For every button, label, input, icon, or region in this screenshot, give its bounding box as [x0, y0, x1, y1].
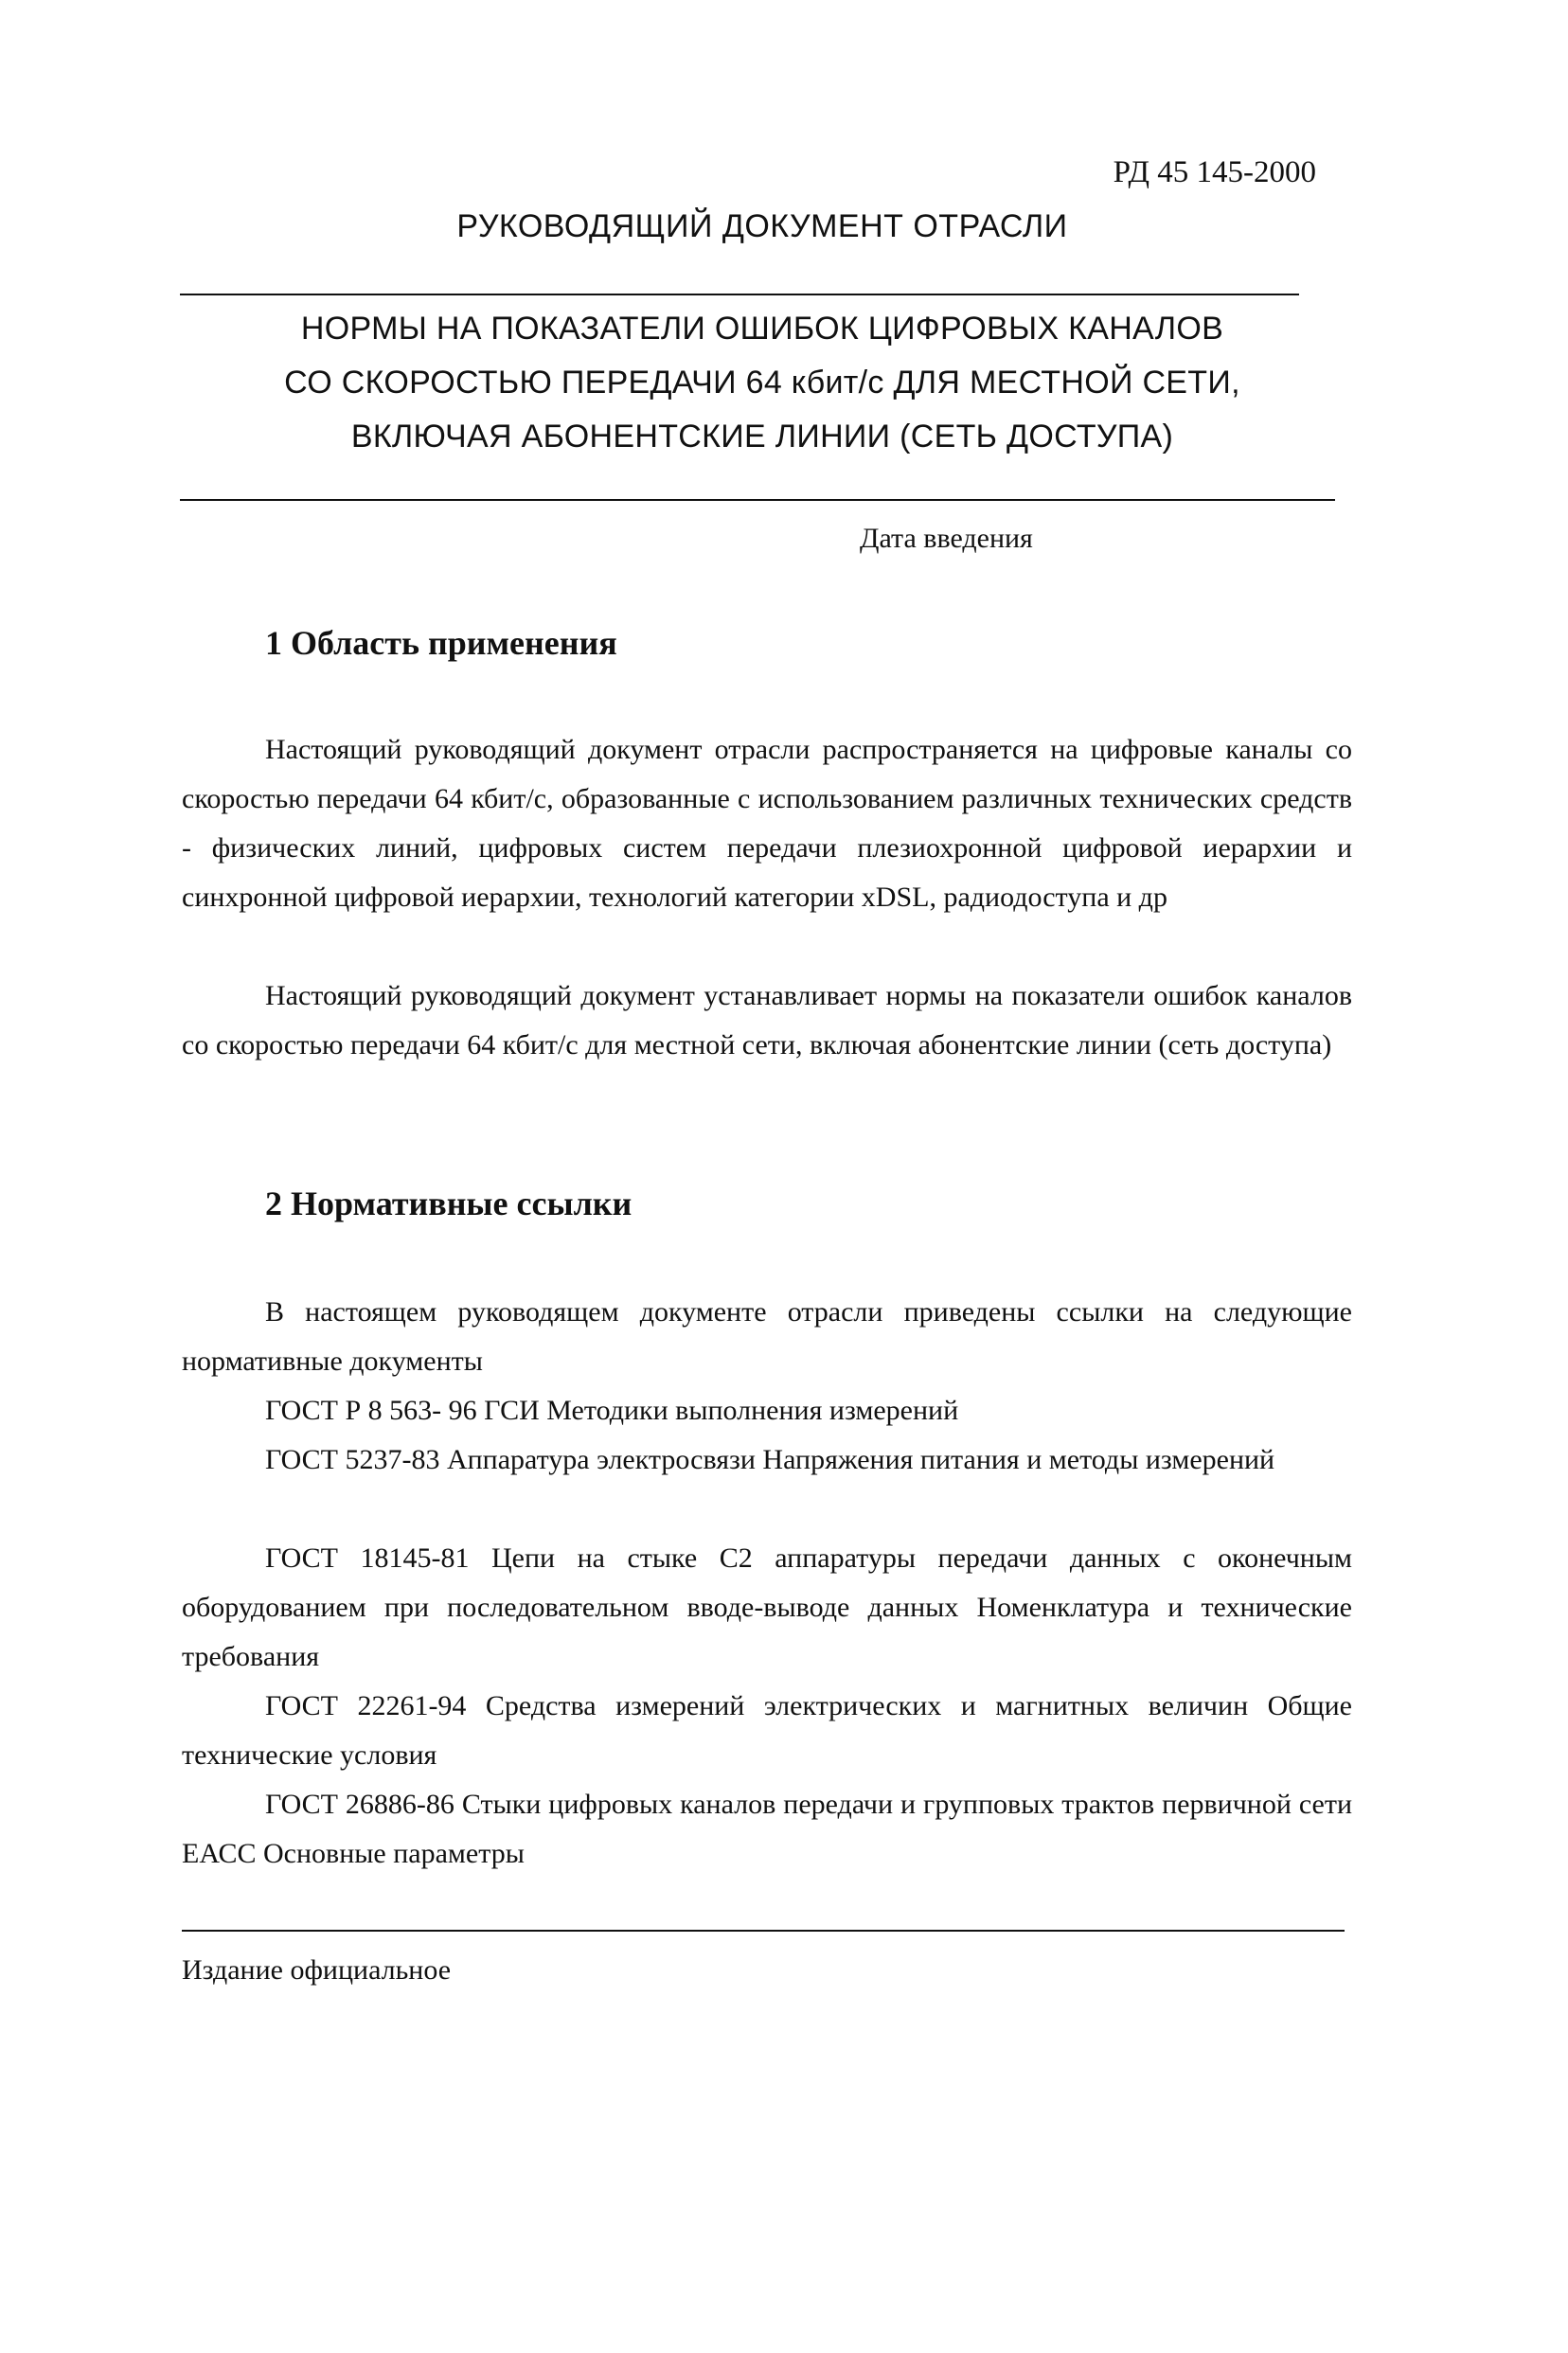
- introduction-date-label: Дата введения: [860, 523, 1033, 554]
- title-bottom-rule: [180, 499, 1335, 501]
- section-2-intro: В настоящем руководящем документе отрасли приведены ссылки на следующие нормативные документы: [182, 1296, 1352, 1377]
- reference-item: ГОСТ 18145-81 Цепи на стыке С2 аппаратуры передачи данных с оконечным оборудованием при последовательном вводе-выводе данных Номенклатура и технические требования: [182, 1542, 1352, 1672]
- official-edition-note: Издание официальное: [182, 1954, 452, 1986]
- section-1-heading: 1 Область применения: [265, 624, 617, 662]
- document-title-line-1: НОРМЫ НА ПОКАЗАТЕЛИ ОШИБОК ЦИФРОВЫХ КАНАЛОВ: [300, 311, 1224, 347]
- document-title-line-2: СО СКОРОСТЬЮ ПЕРЕДАЧИ 64 кбит/с ДЛЯ МЕСТНОЙ СЕТИ,: [284, 365, 1240, 401]
- section-1-paragraph: Настоящий руководящий документ отрасли распространяется на цифровые каналы со скоростью передачи 64 кбит/с, образованные с использованием различных технических средств - физических линий, цифровых систем передачи плезиохронной цифровой иерархии и синхронной цифровой иерархии, технологий категории xDSL, радиодоступа и др: [182, 734, 1352, 913]
- footer-rule: [182, 1930, 1345, 1932]
- document-title-line-3: ВКЛЮЧАЯ АБОНЕНТСКИЕ ЛИНИИ (СЕТЬ ДОСТУПА): [350, 419, 1174, 455]
- section-2-heading: 2 Нормативные ссылки: [265, 1185, 633, 1222]
- section-1-paragraph: Настоящий руководящий документ устанавливает нормы на показатели ошибок каналов со скоростью передачи 64 кбит/с для местной сети, включая абонентские линии (сеть доступа): [182, 980, 1352, 1061]
- reference-item: ГОСТ 5237-83 Аппаратура электросвязи Напряжения питания и методы измерений: [265, 1444, 1275, 1475]
- reference-item: ГОСТ 26886-86 Стыки цифровых каналов передачи и групповых трактов первичной сети ЕАСС Основные параметры: [182, 1789, 1352, 1869]
- document-code: РД 45 145-2000: [1113, 155, 1316, 189]
- reference-item: ГОСТ 22261-94 Средства измерений электрических и магнитных величин Общие технические условия: [182, 1690, 1352, 1771]
- title-top-rule: [180, 294, 1299, 295]
- document-type: РУКОВОДЯЩИЙ ДОКУМЕНТ ОТРАСЛИ: [456, 208, 1068, 244]
- reference-item: ГОСТ Р 8 563- 96 ГСИ Методики выполнения измерений: [265, 1395, 959, 1426]
